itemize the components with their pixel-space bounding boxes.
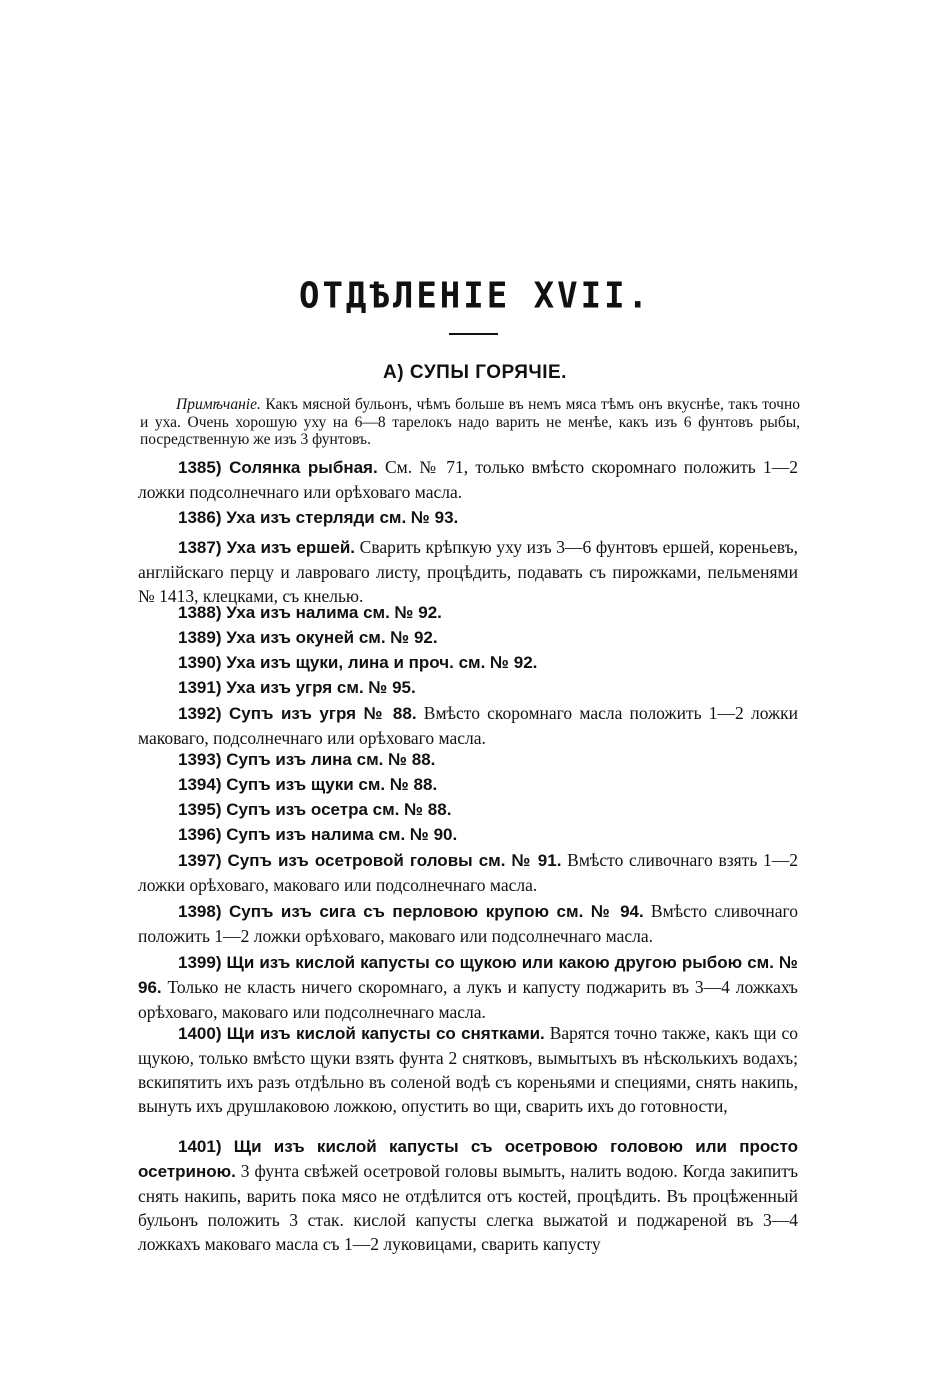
- recipe-1396: [138, 822, 798, 847]
- recipe-heading: 1390) Уха изъ щуки, лина и проч. см. № 92.: [178, 653, 538, 672]
- recipe-heading: 1389) Уха изъ окуней см. № 92.: [178, 628, 438, 647]
- recipe-heading: 1386) Уха изъ стерляди см. № 93.: [178, 508, 459, 527]
- recipe-1392: [138, 701, 798, 750]
- recipe-1391: [138, 675, 798, 700]
- section-title: ОТДѢЛЕНІЕ XVII.: [298, 275, 652, 317]
- recipe-1390: [138, 650, 798, 675]
- recipe-heading: 1394) Супъ изъ щуки см. № 88.: [178, 775, 438, 794]
- recipe-heading: 1385) Солянка рыбная.: [178, 458, 378, 477]
- recipe-1400: [138, 1021, 798, 1118]
- recipe-1385: [138, 455, 798, 504]
- recipe-body: Сварить крѣпкую уху изъ 3—6 фунтовъ ершей, кореньевъ, англійскаго перцу и лавроваго листу, процѣдить, подавать съ пирожками, пельменями № 1413, клецками, съ кнелью.: [138, 537, 799, 606]
- recipe-1395: [138, 797, 798, 822]
- recipe-1399: [138, 950, 798, 1024]
- title-divider: [449, 333, 498, 335]
- recipe-1394: [138, 772, 798, 797]
- recipe-body: Вмѣсто скоромнаго масла положить 1—2 ложки маковаго, подсолнечнаго или орѣховаго масла.: [138, 703, 798, 748]
- recipe-heading: 1401) Щи изъ кислой капусты съ осетровою головою или просто осетриною.: [138, 1137, 798, 1181]
- subheading: А) СУПЫ ГОРЯЧІЕ.: [383, 362, 567, 383]
- recipe-1393: [138, 747, 798, 772]
- recipe-heading: 1388) Уха изъ налима см. № 92.: [178, 603, 442, 622]
- recipe-body: 3 фунта свѣжей осетровой головы вымыть, налить водою. Когда закипитъ снять накипь, варить пока мясо не отдѣлится отъ костей, процѣдить. Въ процѣженный бульонъ положить 3 стак. кислой капусты слегка выжатой и поджареной въ 3—4 ложкахъ маковаго масла съ 1—2 луковицами, сварить капусту: [138, 1161, 798, 1254]
- recipe-body: Варятся точно также, какъ щи со щукою, только вмѣсто щуки взять фунта 2 снятковъ, вымытыхъ въ нѣсколькихъ водахъ; вскипятить ихъ разъ отдѣльно въ соленой водѣ съ кореньями и специями, снять накипь, вынуть ихъ друшлаковою ложкою, опустить во щи, сварить ихъ до готовности,: [138, 1023, 798, 1116]
- recipe-1398: [138, 899, 798, 948]
- recipe-1387: [138, 535, 798, 608]
- recipe-heading: 1398) Супъ изъ сига съ перловою крупою см. № 94.: [178, 902, 644, 921]
- recipe-heading: 1393) Супъ изъ лина см. № 88.: [178, 750, 436, 769]
- recipe-heading: 1396) Супъ изъ налима см. № 90.: [178, 825, 458, 844]
- recipe-heading: 1399) Щи изъ кислой капусты со щукою или какою другою рыбою см. № 96.: [138, 953, 798, 997]
- note-lead: Примѣчаніе.: [176, 396, 261, 413]
- recipe-body: См. № 71, только вмѣсто скоромнаго положить 1—2 ложки подсолнечнаго или орѣховаго масла.: [138, 457, 798, 502]
- recipe-1397: [138, 848, 798, 897]
- recipe-heading: 1391) Уха изъ угря см. № 95.: [178, 678, 416, 697]
- recipe-heading: 1395) Супъ изъ осетра см. № 88.: [178, 800, 452, 819]
- recipe-1388: [138, 600, 798, 625]
- recipe-heading: 1400) Щи изъ кислой капусты со снятками.: [178, 1024, 545, 1043]
- note-paragraph: [140, 396, 800, 449]
- recipe-heading: 1392) Супъ изъ угря № 88.: [178, 704, 417, 723]
- recipe-1401: [138, 1134, 798, 1256]
- recipe-1389: [138, 625, 798, 650]
- recipe-1386: [138, 505, 798, 530]
- recipe-body: Вмѣсто сливочнаго взять 1—2 ложки орѣховаго, маковаго или подсолнечнаго масла.: [138, 850, 798, 895]
- recipe-heading: 1397) Супъ изъ осетровой головы см. № 91.: [178, 851, 562, 870]
- recipe-body: Вмѣсто сливочнаго положить 1—2 ложки орѣховаго, маковаго или подсолнечнаго масла.: [138, 901, 799, 946]
- note-text: Какъ мясной бульонъ, чѣмъ больше въ немъ мяса тѣмъ онъ вкуснѣе, такъ точно и уха. Очень хорошую уху на 6—8 тарелокъ надо варить не менѣе, какъ изъ 6 фунтовъ рыбы, посредственную же изъ 3 фунтовъ.: [140, 396, 800, 448]
- recipe-body: Только не класть ничего скоромнаго, а лукъ и капусту поджарить въ 3—4 ложкахъ орѣховаго, маковаго или подсолнечнаго масла.: [138, 977, 798, 1022]
- recipe-heading: 1387) Уха изъ ершей.: [178, 538, 356, 557]
